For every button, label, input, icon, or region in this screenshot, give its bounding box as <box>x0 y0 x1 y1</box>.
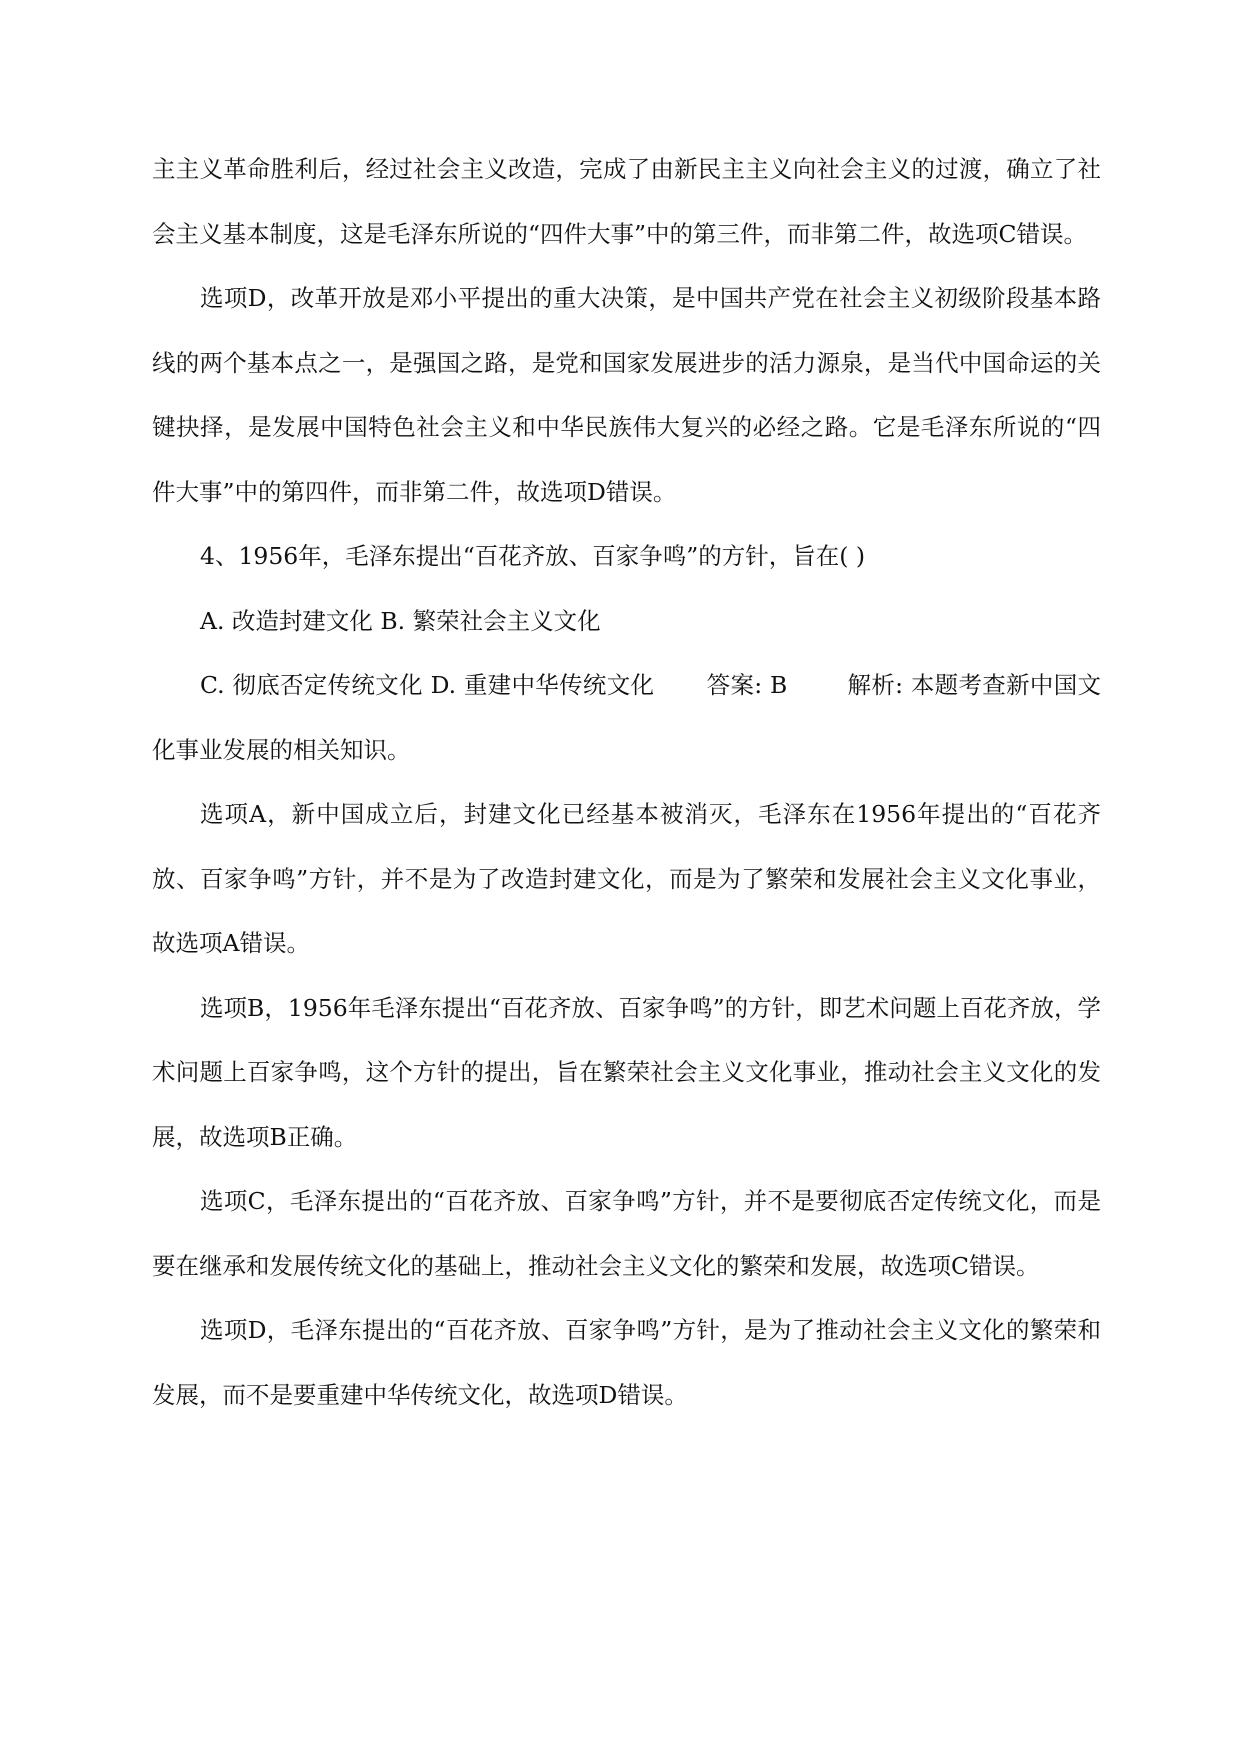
paragraph-option-d-previous: 选项D，改革开放是邓小平提出的重大决策，是中国共产党在社会主义初级阶段基本路线的两个基本点之一，是强国之路，是党和国家发展进步的活力源泉，是当代中国命运的关键抉择，是发展中国特色社会主义和中华民族伟大复兴的必经之路。它是毛泽东所说的“四件大事”中的第四件，而非第二件，故选项D错误。 <box>152 284 1101 506</box>
option-d-analysis: 选项D，毛泽东提出的“百花齐放、百家争鸣”方针，是为了推动社会主义文化的繁荣和发展，而不是要重建中华传统文化，故选项D错误。 <box>152 1316 1101 1409</box>
question-4-stem: 4、1956年，毛泽东提出“百花齐放、百家争鸣”的方针，旨在( ) <box>200 542 866 570</box>
explanation-intro: 解析: 本题考查新中国文化事业发展的相关知识。 <box>152 671 1101 764</box>
question-4-options-ab: A. 改造封建文化 B. 繁荣社会主义文化 <box>200 606 601 635</box>
answer-label: 答案: B <box>706 671 788 699</box>
question-4-options-cd: C. 彻底否定传统文化 D. 重建中华传统文化 <box>200 671 655 699</box>
option-c-analysis: 选项C，毛泽东提出的“百花齐放、百家争鸣”方针，并不是要彻底否定传统文化，而是要在继承和发展传统文化的基础上，推动社会主义文化的繁荣和发展，故选项C错误。 <box>152 1187 1101 1280</box>
option-a-analysis: 选项A，新中国成立后，封建文化已经基本被消灭，毛泽东在1956年提出的“百花齐放、百家争鸣”方针，并不是为了改造封建文化，而是为了繁荣和发展社会主义文化事业，故选项A错误。 <box>152 800 1101 957</box>
question-4-options-cd-line <box>152 653 1101 782</box>
paragraph-continuation: 主主义革命胜利后，经过社会主义改造，完成了由新民主主义向社会主义的过渡，确立了社会主义基本制度，这是毛泽东所说的“四件大事”中的第三件，而非第二件，故选项C错误。 <box>152 155 1101 248</box>
option-b-analysis: 选项B，1956年毛泽东提出“百花齐放、百家争鸣”的方针，即艺术问题上百花齐放，学术问题上百家争鸣，这个方针的提出，旨在繁荣社会主义文化事业，推动社会主义文化的发展，故选项B正确。 <box>152 993 1101 1151</box>
